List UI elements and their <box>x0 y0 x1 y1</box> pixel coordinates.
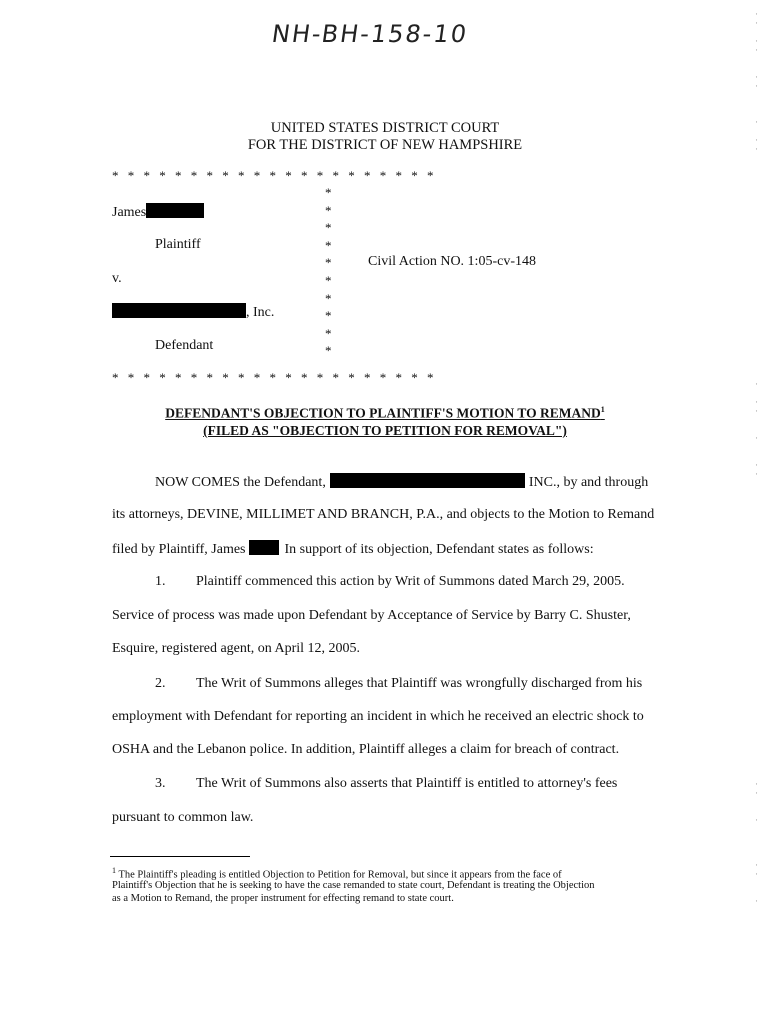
defendant-name <box>112 303 274 321</box>
paragraph-intro-line1 <box>155 473 648 491</box>
handwritten-case-code: NH-BH-158-10 <box>270 20 470 48</box>
paragraph-intro-line2: its attorneys, DEVINE, MILLIMET AND BRANCH, P.A., and objects to the Motion to Remand <box>112 507 655 522</box>
redaction-bar <box>330 473 525 488</box>
scan-edge-marks: · · · · · · <box>755 379 758 479</box>
defendant-label: Defendant <box>155 338 214 353</box>
redaction-bar <box>146 203 204 218</box>
footnote-line2: Plaintiff's Objection that he is seeking to have the case remanded to state court, Defendant is treating the Objection <box>112 880 595 891</box>
intro-text-end: INC., by and through <box>528 475 649 490</box>
footnote-divider <box>110 856 250 857</box>
footnote-reference: 1 <box>600 405 605 414</box>
caption-star-column: * * * * * * * * * * <box>325 185 332 359</box>
item3-number: 3. <box>155 776 166 791</box>
item2-number: 2. <box>155 676 166 691</box>
plaintiff-label: Plaintiff <box>155 237 201 252</box>
plaintiff-first-name: James <box>112 205 147 220</box>
civil-action-number: Civil Action NO. 1:05-cv-148 <box>368 254 536 269</box>
intro-line3-end: In support of its objection, Defendant states as follows: <box>284 542 594 557</box>
item1-line3: Esquire, registered agent, on April 12, 2005. <box>112 641 361 656</box>
item2-line3: OSHA and the Lebanon police. In addition, Plaintiff alleges a claim for breach of contract. <box>112 742 620 757</box>
intro-line3-start: filed by Plaintiff, James <box>112 542 246 557</box>
redaction-bar <box>112 303 246 318</box>
caption-star-row-top: * * * * * * * * * * * * * * * * * * * * * <box>112 168 437 183</box>
defendant-suffix: , Inc. <box>246 305 275 320</box>
item3-line2: pursuant to common law. <box>112 810 254 825</box>
document-title <box>0 405 770 422</box>
item3-line1: The Writ of Summons also asserts that Plaintiff is entitled to attorney's fees <box>196 776 618 791</box>
document-subtitle: (FILED AS "OBJECTION TO PETITION FOR REMOVAL") <box>203 423 567 438</box>
plaintiff-name <box>112 203 204 221</box>
item2-line2: employment with Defendant for reporting an incident in which he received an electric shock to <box>112 709 644 724</box>
footnote-line1 <box>112 866 562 881</box>
court-district: FOR THE DISTRICT OF NEW HAMPSHIRE <box>247 137 523 153</box>
footnote-mark: 1 <box>112 866 116 875</box>
document-title-line1: DEFENDANT'S OBJECTION TO PLAINTIFF'S MOTION TO REMAND <box>165 405 601 421</box>
redaction-bar <box>249 540 279 555</box>
item1-line2: Service of process was made upon Defendant by Acceptance of Service by Barry C. Shuster, <box>112 608 631 623</box>
item1-number: 1. <box>155 574 166 589</box>
intro-text-start: NOW COMES the Defendant, <box>155 475 326 490</box>
paragraph-intro-line3 <box>112 540 594 558</box>
versus-label: v. <box>112 271 122 286</box>
caption-star-row-bottom: * * * * * * * * * * * * * * * * * * * * * <box>112 370 437 385</box>
footnote-line3: as a Motion to Remand, the proper instrument for effecting remand to state court. <box>112 893 454 904</box>
scan-edge-marks: · · · · · · <box>755 779 758 906</box>
footnote-text-line1: The Plaintiff's pleading is entitled Objection to Petition for Removal, but since it appears from the face of <box>118 869 562 881</box>
item2-line1: The Writ of Summons alleges that Plaintiff was wrongfully discharged from his <box>196 676 643 691</box>
item1-line1: Plaintiff commenced this action by Writ of Summons dated March 29, 2005. <box>196 574 625 589</box>
court-name: UNITED STATES DISTRICT COURT <box>270 120 500 136</box>
scan-edge-marks: · · · · · · · · · <box>755 9 758 154</box>
